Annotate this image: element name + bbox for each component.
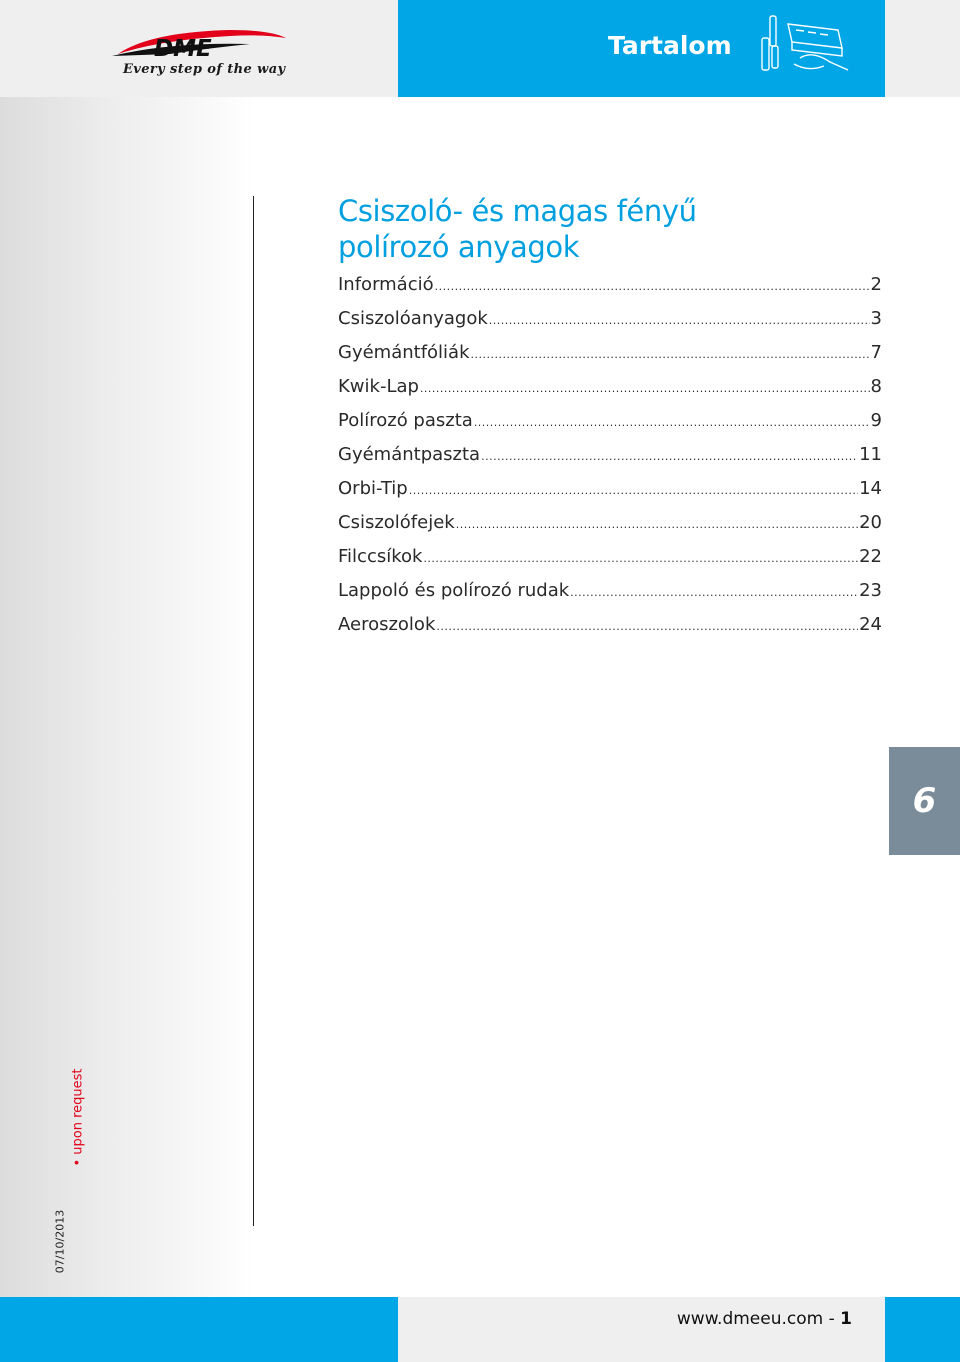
upon-request-note: • upon request bbox=[70, 1068, 86, 1167]
toc-leader bbox=[474, 404, 870, 440]
footer-left-bar bbox=[0, 1297, 398, 1362]
toc-label: Lappoló és polírozó rudak bbox=[338, 580, 570, 601]
toc-entry[interactable] bbox=[338, 268, 882, 302]
heading-line-2: polírozó anyagok bbox=[338, 230, 580, 264]
toc-page: 9 bbox=[870, 410, 882, 431]
toc-leader bbox=[456, 506, 858, 542]
section-heading bbox=[338, 193, 858, 265]
toc-entry[interactable] bbox=[338, 506, 882, 540]
polishing-tools-icon bbox=[752, 12, 852, 82]
section-number-tab[interactable]: 6 bbox=[889, 747, 960, 855]
toc-entry[interactable] bbox=[338, 438, 882, 472]
vertical-divider bbox=[253, 196, 254, 1226]
side-gradient-panel bbox=[0, 97, 255, 1297]
toc-label: Filccsíkok bbox=[338, 546, 423, 567]
toc-leader bbox=[489, 302, 870, 338]
toc-leader bbox=[481, 438, 858, 474]
toc-label: Információ bbox=[338, 274, 434, 295]
toc-label: Kwik-Lap bbox=[338, 376, 419, 397]
toc-page: 23 bbox=[859, 580, 882, 601]
toc-label: Aeroszolok bbox=[338, 614, 436, 635]
toc-entry[interactable] bbox=[338, 336, 882, 370]
footer-right-block bbox=[885, 1297, 960, 1362]
toc-page: 22 bbox=[859, 546, 882, 567]
toc-entry[interactable] bbox=[338, 540, 882, 574]
toc-page: 8 bbox=[870, 376, 882, 397]
toc-leader bbox=[420, 370, 870, 406]
toc-entry[interactable] bbox=[338, 302, 882, 336]
header-right-block bbox=[885, 0, 960, 97]
page-title: Tartalom bbox=[608, 31, 732, 60]
website-link[interactable]: www.dmeeu.com - bbox=[676, 1309, 841, 1329]
toc-entry[interactable] bbox=[338, 608, 882, 642]
toc-page: 2 bbox=[870, 274, 882, 295]
toc-leader bbox=[435, 268, 870, 304]
toc-label: Csiszolóanyagok bbox=[338, 308, 488, 329]
toc-leader bbox=[570, 574, 858, 610]
toc-entry[interactable] bbox=[338, 404, 882, 438]
toc-page: 24 bbox=[859, 614, 882, 635]
logo-text: DME bbox=[154, 36, 212, 62]
footer-center-bar bbox=[398, 1297, 885, 1362]
toc-entry[interactable] bbox=[338, 370, 882, 404]
toc-page: 7 bbox=[870, 342, 882, 363]
toc-label: Gyémántpaszta bbox=[338, 444, 481, 465]
toc-label: Orbi-Tip bbox=[338, 478, 408, 499]
toc-page: 3 bbox=[870, 308, 882, 329]
toc-label: Polírozó paszta bbox=[338, 410, 473, 431]
toc-leader bbox=[409, 472, 858, 508]
toc-leader bbox=[436, 608, 858, 644]
toc-page: 11 bbox=[859, 444, 882, 465]
footer-url-line bbox=[640, 1309, 852, 1329]
page-number: 1 bbox=[840, 1309, 852, 1329]
toc-label: Csiszolófejek bbox=[338, 512, 455, 533]
toc-entry[interactable] bbox=[338, 574, 882, 608]
toc-leader bbox=[423, 540, 858, 576]
publication-date: 07/10/2013 bbox=[53, 1209, 67, 1274]
page-header bbox=[0, 0, 960, 97]
logo-tagline: Every step of the way bbox=[123, 62, 286, 77]
page-footer bbox=[0, 1297, 960, 1362]
toc-page: 14 bbox=[859, 478, 882, 499]
toc-entry[interactable] bbox=[338, 472, 882, 506]
toc-label: Gyémántfóliák bbox=[338, 342, 470, 363]
table-of-contents bbox=[338, 268, 882, 642]
toc-leader bbox=[471, 336, 870, 372]
toc-page: 20 bbox=[859, 512, 882, 533]
heading-line-1: Csiszoló- és magas fényű bbox=[338, 194, 697, 228]
